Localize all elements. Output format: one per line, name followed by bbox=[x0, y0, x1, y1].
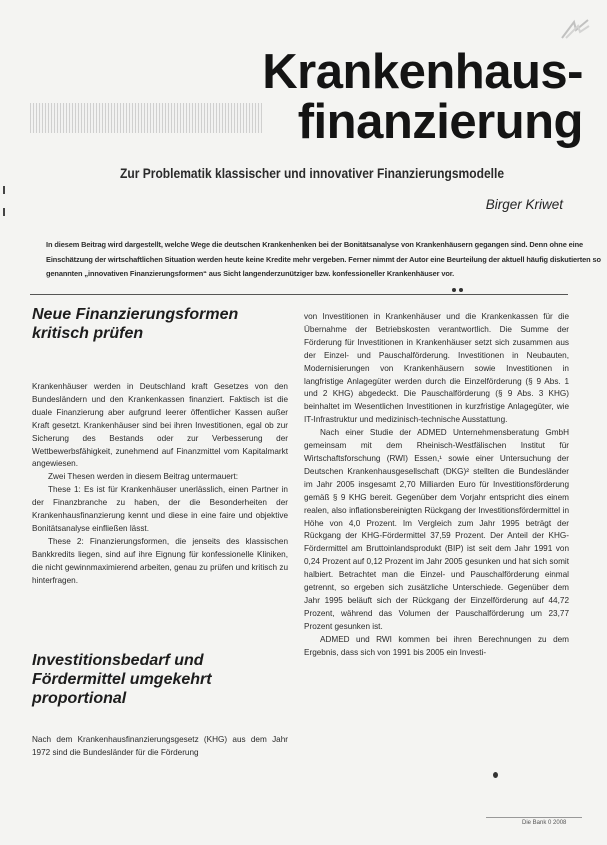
paragraph: These 2: Finanzierungsformen, die jenseits des klassischen Bankkredits liegen, sind auf ihre Eignung für konfessionelle Kliniken, die nicht gewinnmaximierend arbeiten, genau zu prüfen und kritisch zu hinterfragen. bbox=[32, 536, 288, 585]
paragraph: These 1: Es ist für Krankenhäuser unerlässlich, einen Partner in der Finanzbranche zu haben, der die Besonderheiten der Krankenhausfinanzierung kennt und diese in eine faire und objektive Bonitätsanalyse einfließen lässt. bbox=[32, 485, 288, 533]
page-speck bbox=[493, 772, 498, 778]
paragraph: Nach einer Studie der ADMED Unternehmensberatung GmbH gemeinsam mit dem Rheinisch-Westfälischen Institut für Wirtschaftsforschung (RWI) Essen,¹ sowie einer Untersuchung der Deutschen Krankenhausgesellschaft (DKG)² stellten die Bundesländer im Jahr 2005 insgesamt 2,70 Milliarden Euro für Investitionsförderung gemäß § 9 KHG bereit. Gegenüber dem Vorjahr entspricht dies einem realen, also inflationsbereinigten Rückgang der Investitionsfördermittel in Höhe von 4,0 Prozent. Im Vergleich zum Jahr 1995 beträgt der Rückgang der KHG-Fördermittel 37,59 Prozent. Der Anteil der KHG-Fördermittel am Bruttoinlandsprodukt (BIP) ist seit dem Jahr 1991 von 0,24 Prozent auf 0,12 Prozent im Jahr 2005 gesunken und hat sich somit halbiert. Betrachtet man die Einzel- und Pauschalförderung einmal getrennt, so ergeben sich zusätzliche Unterschiede. Gegenüber dem Jahr 1995 beläuft sich der Rückgang der Einzelförderung auf 44,72 Prozent, während das Volumen der Pauschalförderung um 23,77 Prozent gesunken ist. bbox=[304, 428, 569, 631]
article-subtitle: Zur Problematik klassischer und innovativer Finanzierungsmodelle bbox=[120, 165, 505, 181]
footer-rule bbox=[486, 817, 582, 818]
page-footer: Die Bank 0 2008 bbox=[522, 820, 567, 826]
scan-edge-mark bbox=[3, 208, 5, 216]
section-divider bbox=[30, 294, 568, 295]
decorative-hatch-band bbox=[30, 103, 262, 133]
article-abstract: In diesem Beitrag wird dargestellt, welche Wege die deutschen Krankenhenken bei der Bonitätsanalyse von Krankenhäusern gegangen sind. Denn ohne eine Einschätzung der wirtschaftlichen Situation werden heute keine Kredite mehr vergeben. Ferner nimmt der Autor eine Beurteilung der aktuell häufig diskutierten so genannten „innovativen Finanzierungsformen“ aus Sicht langenderzunütziger bzw. konfessioneller Krankenhäuser vor. bbox=[46, 240, 601, 278]
left-column-body bbox=[32, 381, 288, 588]
paragraph: ADMED und RWI kommen bei ihren Berechnungen zu dem Ergebnis, dass sich von 1991 bis 2005 ein Investi- bbox=[304, 634, 569, 657]
paragraph: von Investitionen in Krankenhäuser und die Krankenkassen für die Übernahme der Betriebskosten verantwortlich. Die Summe der Förderung für Investitionen in Krankenhäuser setzt sich zusammen aus der Einzel- und Pauschalförderung. Investitionen in Neubauten, Modernisierungen von Krankenhäusern sowie Investitionen in langfristige Anlagegüter werden durch die Einzelförderung (§ 9 Abs. 1 und 2 KHG) abgedeckt. Die Pauschalförderung (§ 9 Abs. 3 KHG) beinhaltet im Wesentlichen Investitionen in kurzfristige Anlagegüter, wie IT-Infrastruktur und medizinisch-technische Ausstattung. bbox=[304, 312, 569, 425]
section-heading-new-financing: Neue Finanzierungsformen kritisch prüfen bbox=[32, 306, 239, 342]
article-author: Birger Kriwet bbox=[485, 197, 563, 212]
paragraph: Zwei Thesen werden in diesem Beitrag untermauert: bbox=[48, 472, 239, 482]
divider-dot bbox=[459, 288, 463, 292]
divider-dot bbox=[452, 288, 456, 292]
section-heading-investment-need: Investitionsbedarf und Fördermittel umgekehrt proportional bbox=[32, 652, 212, 707]
paragraph: Krankenhäuser werden in Deutschland kraft Gesetzes von den Bundesländern und den Krankenkassen finanziert. Faktisch ist die duale Finanzierung aber aufgrund leerer öffentlicher Kassen außer Kraft gesetzt. Krankenhäuser sind bei ihren Investitionen, egal ob zur Sicherung des Bestands oder zur Verbesserung der Wettbewerbsfähigkeit, zunehmend auf Finanzmittel vom Kapitalmarkt angewiesen. bbox=[32, 382, 288, 469]
article-title-line1: Krankenhaus- bbox=[262, 45, 583, 99]
corner-scribble-icon bbox=[560, 18, 590, 40]
right-column-body bbox=[304, 311, 569, 659]
paragraph: Nach dem Krankenhausfinanzierungsgesetz (KHG) aus dem Jahr 1972 sind die Bundesländer für die Förderung bbox=[32, 735, 288, 757]
scan-edge-mark bbox=[3, 186, 5, 194]
article-title-line2: finanzierung bbox=[297, 95, 583, 149]
left-column-bottom bbox=[32, 734, 288, 760]
